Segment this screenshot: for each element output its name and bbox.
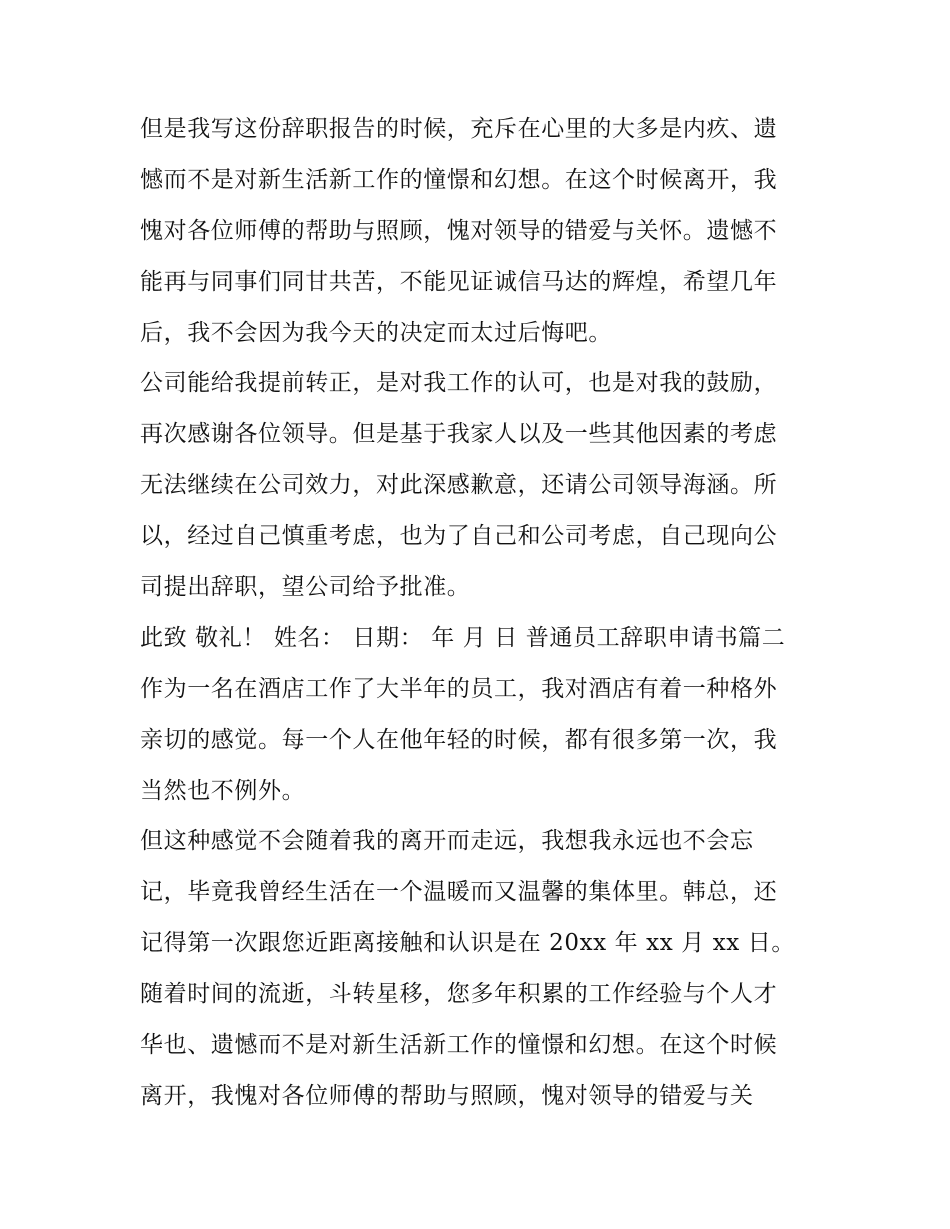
text-line: 离开，我愧对各位师傅的帮助与照顾，愧对领导的错爱与关 (140, 1082, 754, 1109)
text-line: 记，毕竟我曾经生活在一个温暖而又温馨的集体里。韩总，还 (140, 879, 778, 906)
text-line: 但这种感觉不会随着我的离开而走远，我想我永远也不会忘 (140, 828, 754, 855)
text-line: 憾而不是对新生活新工作的憧憬和幻想。在这个时候离开，我 (140, 166, 778, 193)
document-body (140, 104, 815, 1122)
text-line: 记得第一次跟您近距离接触和认识是在 20xx 年 xx 月 xx 日。 (140, 930, 795, 957)
text-line: 华也、遗憾而不是对新生活新工作的憧憬和幻想。在这个时候 (140, 1032, 778, 1059)
text-line: 当然也不例外。 (140, 777, 306, 804)
text-line: 以，经过自己慎重考虑，也为了自己和公司考虑，自己现向公 (140, 523, 778, 550)
text-line: 亲切的感觉。每一个人在他年轻的时候，都有很多第一次，我 (140, 726, 778, 753)
text-line: 作为一名在酒店工作了大半年的员工，我对酒店有着一种格外 (140, 675, 778, 702)
text-line: 但是我写这份辞职报告的时候，充斥在心里的大多是内疚、遗 (140, 116, 778, 142)
text-line: 此致 敬礼！ 姓名： 日期： 年 月 日 普通员工辞职申请书篇二 (140, 624, 786, 651)
text-line: 后，我不会因为我今天的决定而太过后悔吧。 (140, 319, 612, 346)
text-line: 无法继续在公司效力，对此深感歉意，还请公司领导海涵。所 (140, 472, 778, 499)
text-line: 愧对各位师傅的帮助与照顾，愧对领导的错爱与关怀。遗憾不 (140, 217, 778, 244)
text-line: 公司能给我提前转正，是对我工作的认可，也是对我的鼓励， (140, 370, 778, 397)
text-line: 司提出辞职，望公司给予批准。 (140, 574, 471, 601)
text-line: 随着时间的流逝，斗转星移，您多年积累的工作经验与个人才 (140, 981, 778, 1008)
text-line: 能再与同事们同甘共苦，不能见证诚信马达的辉煌，希望几年 (140, 268, 778, 295)
text-line: 再次感谢各位领导。但是基于我家人以及一些其他因素的考虑 (140, 421, 778, 448)
